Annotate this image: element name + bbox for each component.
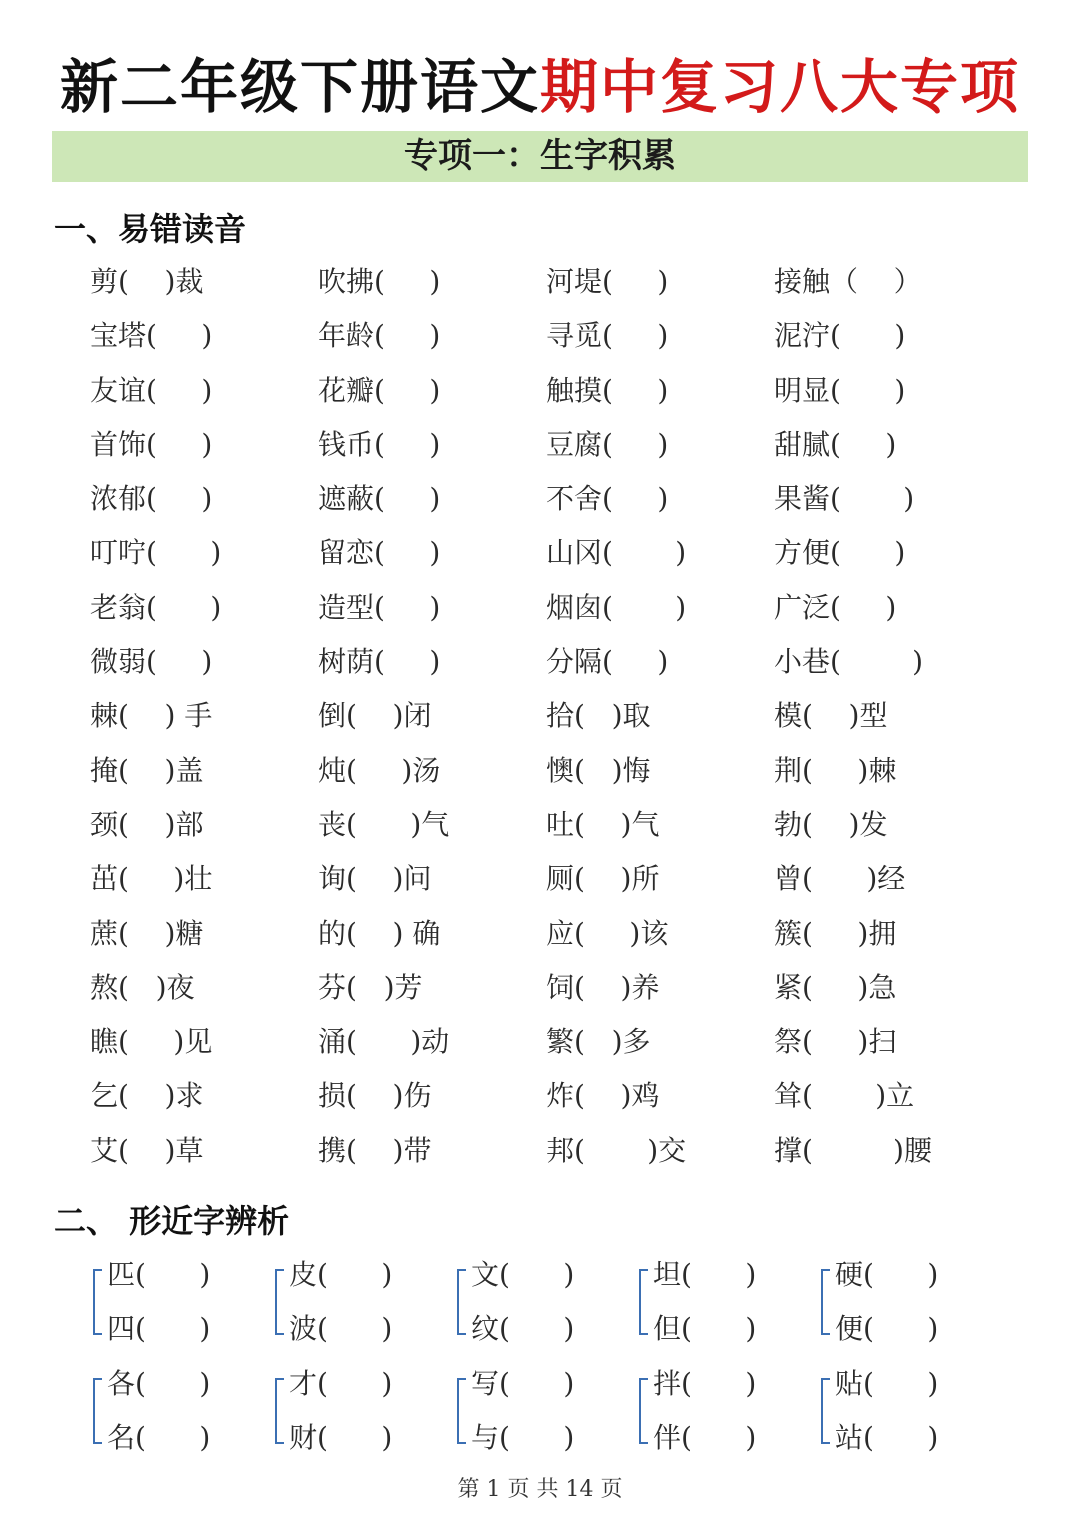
character-item: 与( ) (471, 1421, 575, 1454)
bracket-icon (93, 1378, 102, 1444)
page-footer: 第 1 页 共 14 页 (457, 1477, 623, 1502)
bracket-icon (457, 1269, 466, 1335)
pronunciation-item: 接触（ ） (774, 265, 922, 298)
pronunciation-item: 微弱( ) (90, 645, 213, 679)
pronunciation-item: 方便( ) (774, 536, 906, 570)
pronunciation-item: 询( )问 (318, 862, 432, 896)
bracket-icon (639, 1269, 648, 1335)
character-pair (821, 1364, 1003, 1464)
pronunciation-item: 茁( )壮 (90, 862, 213, 896)
bracket-icon (457, 1378, 466, 1444)
pronunciation-item: 炸( )鸡 (546, 1079, 660, 1113)
character-item: 波( ) (289, 1312, 393, 1345)
character-item: 便( ) (835, 1312, 939, 1345)
pronunciation-item: 懊( )悔 (546, 753, 651, 787)
pronunciation-item: 损( )伤 (318, 1079, 432, 1113)
character-item: 名( ) (107, 1421, 211, 1454)
pronunciation-item: 丧( )气 (318, 807, 450, 841)
bracket-icon (821, 1378, 830, 1444)
pronunciation-item: 泥泞( ) (774, 319, 906, 353)
character-item: 才( ) (289, 1367, 393, 1400)
section-band: 专项一：生字积累 (52, 131, 1028, 182)
similar-character-grid (93, 1255, 1003, 1473)
pronunciation-item: 应( )该 (546, 916, 669, 950)
pronunciation-item: 造型( ) (318, 590, 441, 624)
character-item: 财( ) (289, 1421, 393, 1454)
pronunciation-item: 钱币( ) (318, 427, 441, 461)
pronunciation-item: 甜腻( ) (774, 427, 897, 461)
character-item: 皮( ) (289, 1258, 393, 1291)
section-1-title: 一、易错读音 (54, 210, 247, 248)
page-title (0, 40, 1080, 124)
pronunciation-item: 携( )带 (318, 1133, 432, 1167)
pronunciation-item: 荆( )棘 (774, 753, 897, 787)
character-item: 硬( ) (835, 1258, 939, 1291)
character-item: 匹( ) (107, 1258, 211, 1291)
character-item: 伴( ) (653, 1421, 757, 1454)
pronunciation-item: 分隔( ) (546, 645, 669, 679)
pronunciation-item: 棘( ) 手 (90, 699, 213, 733)
pronunciation-item: 掩( )盖 (90, 753, 204, 787)
pronunciation-item: 河堤( ) (546, 265, 669, 298)
pronunciation-item: 耸( )立 (774, 1079, 915, 1113)
pronunciation-item: 吹拂( ) (318, 265, 441, 298)
pronunciation-item: 艾( )草 (90, 1133, 204, 1167)
pronunciation-item: 炖( )汤 (318, 753, 441, 787)
character-pair (457, 1364, 639, 1464)
pronunciation-item: 留恋( ) (318, 536, 441, 570)
pronunciation-item: 宝塔( ) (90, 319, 213, 353)
bracket-icon (275, 1269, 284, 1335)
pronunciation-item: 模( )型 (774, 699, 888, 733)
pronunciation-item: 小巷( ) (774, 645, 924, 679)
pronunciation-item: 浓郁( ) (90, 482, 213, 516)
character-pair (275, 1255, 457, 1355)
pronunciation-item: 剪( )裁 (90, 265, 204, 298)
pronunciation-item: 吐( )气 (546, 807, 660, 841)
pronunciation-item: 老翁( ) (90, 590, 222, 624)
pronunciation-item: 邦( )交 (546, 1133, 687, 1167)
pronunciation-grid (90, 262, 1002, 1185)
pronunciation-item: 祭( )扫 (774, 1025, 897, 1059)
bracket-icon (275, 1378, 284, 1444)
pronunciation-item: 芬( )芳 (318, 970, 423, 1004)
pronunciation-item: 紧( )急 (774, 970, 897, 1004)
character-item: 写( ) (471, 1367, 575, 1400)
pronunciation-item: 不舍( ) (546, 482, 669, 516)
character-item: 贴( ) (835, 1367, 939, 1400)
pronunciation-item: 倒( )闭 (318, 699, 432, 733)
character-item: 各( ) (107, 1367, 211, 1400)
pronunciation-item: 明显( ) (774, 373, 906, 407)
pronunciation-item: 触摸( ) (546, 373, 669, 407)
pronunciation-item: 勃( )发 (774, 807, 888, 841)
character-pair (93, 1255, 275, 1355)
pronunciation-item: 树荫( ) (318, 645, 441, 679)
pronunciation-item: 繁( )多 (546, 1025, 651, 1059)
pronunciation-item: 厕( )所 (546, 862, 660, 896)
bracket-icon (639, 1378, 648, 1444)
pronunciation-item: 涌( )动 (318, 1025, 450, 1059)
title-part-2: 期中复习八大专项 (540, 53, 1021, 121)
pronunciation-item: 簇( )拥 (774, 916, 897, 950)
pronunciation-item: 饲( )养 (546, 970, 660, 1004)
pronunciation-item: 豆腐( ) (546, 427, 669, 461)
pronunciation-item: 颈( )部 (90, 807, 204, 841)
pronunciation-item: 熬( )夜 (90, 970, 195, 1004)
character-item: 坦( ) (653, 1258, 757, 1291)
pronunciation-item: 首饰( ) (90, 427, 213, 461)
pronunciation-item: 拾( )取 (546, 699, 651, 733)
pronunciation-item: 撑( )腰 (774, 1133, 932, 1167)
character-pair (821, 1255, 1003, 1355)
pronunciation-item: 友谊( ) (90, 373, 213, 407)
pronunciation-item: 寻觅( ) (546, 319, 669, 353)
pronunciation-item: 遮蔽( ) (318, 482, 441, 516)
pronunciation-item: 乞( )求 (90, 1079, 204, 1113)
pronunciation-item: 瞧( )见 (90, 1025, 213, 1059)
pronunciation-item: 曾( )经 (774, 862, 906, 896)
pronunciation-item: 广泛( ) (774, 590, 897, 624)
character-pair (275, 1364, 457, 1464)
character-item: 但( ) (653, 1312, 757, 1345)
pronunciation-item: 的( ) 确 (318, 916, 441, 950)
character-item: 四( ) (107, 1312, 211, 1345)
pronunciation-item: 果酱( ) (774, 482, 915, 516)
pronunciation-item: 蔗( )糖 (90, 916, 204, 950)
bracket-icon (821, 1269, 830, 1335)
character-item: 站( ) (835, 1421, 939, 1454)
pronunciation-item: 叮咛( ) (90, 536, 222, 570)
title-part-1: 新二年级下册语文 (59, 53, 540, 121)
bracket-icon (93, 1269, 102, 1335)
pronunciation-item: 山冈( ) (546, 536, 687, 570)
character-item: 文( ) (471, 1258, 575, 1291)
pronunciation-item: 花瓣( ) (318, 373, 441, 407)
character-item: 拌( ) (653, 1367, 757, 1400)
pronunciation-item: 烟囱( ) (546, 590, 687, 624)
character-pair (457, 1255, 639, 1355)
character-pair (93, 1364, 275, 1464)
section-2-title: 二、 形近字辨析 (54, 1202, 290, 1240)
pronunciation-item: 年龄( ) (318, 319, 441, 353)
character-pair (639, 1364, 821, 1464)
character-pair (639, 1255, 821, 1355)
character-item: 纹( ) (471, 1312, 575, 1345)
